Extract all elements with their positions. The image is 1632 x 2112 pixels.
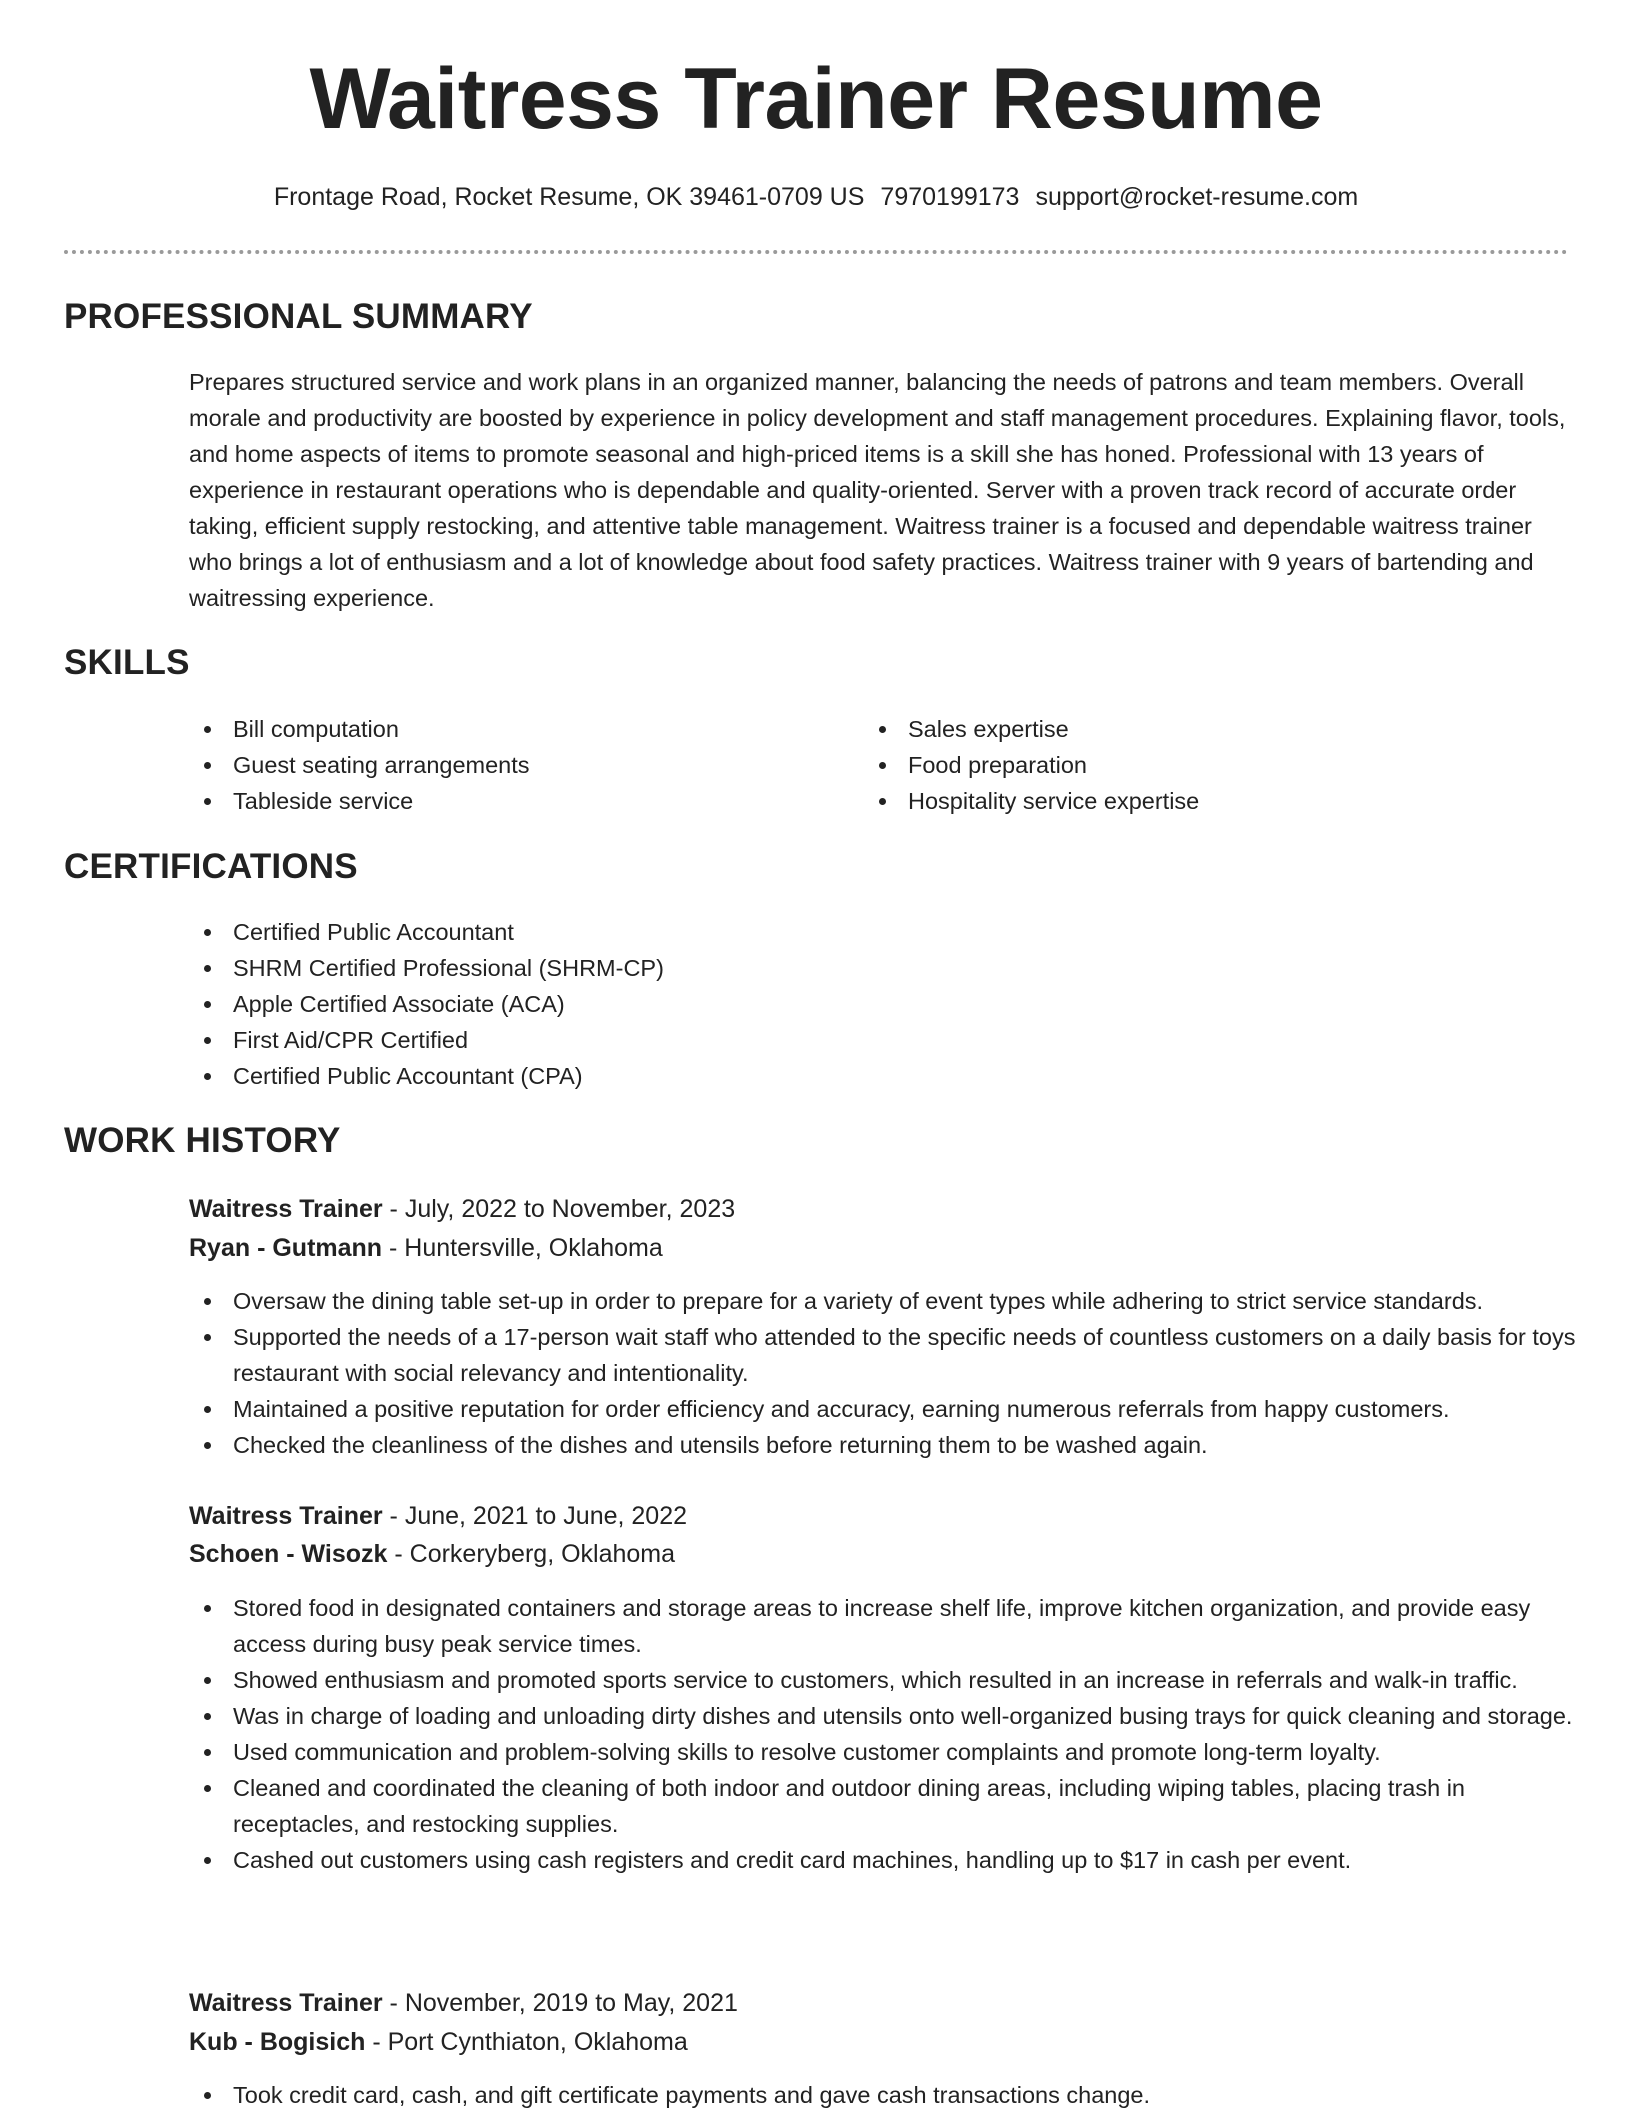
job-title: Waitress Trainer — [189, 1195, 383, 1223]
contact-email: support@rocket-resume.com — [1035, 183, 1359, 211]
header-divider — [64, 250, 1568, 254]
certification-item: SHRM Certified Professional (SHRM-CP) — [189, 950, 1089, 986]
job-bullet: Cleaned and coordinated the cleaning of both indoor and outdoor dining areas, including wiping tables, placing trash in receptacles, and restocking supplies. — [189, 1770, 1584, 1842]
job-bullet: Supported the needs of a 17-person wait staff who attended to the specific needs of countless customers on a daily basis for toys restaurant with social relevancy and intentionality. — [189, 1319, 1584, 1391]
job-company-line — [189, 1535, 675, 1573]
job-bullet: Used communication and problem-solving skills to resolve customer complaints and promote long-term loyalty. — [189, 1734, 1584, 1770]
skill-item: Guest seating arrangements — [189, 747, 829, 783]
job-title-line — [189, 1190, 735, 1228]
job-company: Schoen - Wisozk — [189, 1540, 388, 1568]
contact-line — [0, 182, 1632, 212]
skill-item: Bill computation — [189, 711, 829, 747]
certification-item: Apple Certified Associate (ACA) — [189, 986, 1089, 1022]
skill-item: Sales expertise — [864, 711, 1504, 747]
job-bullet: Checked the cleanliness of the dishes and utensils before returning them to be washed again. — [189, 1427, 1584, 1463]
job-company: Kub - Bogisich — [189, 2028, 366, 2056]
summary-text: Prepares structured service and work plans in an organized manner, balancing the needs of patrons and team members. Overall morale and productivity are boosted by experience in policy development and staff management procedures. Explaining flavor, tools, and home aspects of items to promote seasonal and high-priced items is a skill she has honed. Professional with 13 years of experience in restaurant operations who is dependable and quality-oriented. Server with a proven track record of accurate order taking, efficient supply restocking, and attentive table management. Waitress trainer is a focused and dependable waitress trainer who brings a lot of enthusiasm and a lot of knowledge about food safety practices. Waitress trainer with 9 years of bartending and waitressing experience. — [189, 369, 1566, 611]
job-company-line — [189, 2023, 688, 2061]
job-location: - Huntersville, Oklahoma — [382, 1234, 663, 1262]
job-responsibilities — [189, 1283, 1584, 1463]
job-title: Waitress Trainer — [189, 1502, 383, 1530]
job-bullet: Took credit card, cash, and gift certificate payments and gave cash transactions change. — [189, 2077, 1584, 2112]
job-title-line — [189, 1497, 687, 1535]
summary-heading: PROFESSIONAL SUMMARY — [64, 297, 533, 336]
job-dates: - July, 2022 to November, 2023 — [382, 1195, 736, 1223]
job-responsibilities — [189, 1590, 1584, 1878]
job-bullet: Was in charge of loading and unloading dirty dishes and utensils onto well-organized busing trays for quick cleaning and storage. — [189, 1698, 1584, 1734]
skills-column-right — [864, 711, 1504, 819]
skill-item: Hospitality service expertise — [864, 783, 1504, 819]
job-dates: - November, 2019 to May, 2021 — [382, 1989, 738, 2017]
job-company-line — [189, 1229, 663, 1267]
contact-address: Frontage Road, Rocket Resume, OK 39461-0709 US — [273, 183, 865, 211]
certifications-list — [189, 914, 1089, 1094]
certifications-heading: CERTIFICATIONS — [64, 847, 358, 886]
skill-item: Food preparation — [864, 747, 1504, 783]
job-bullet: Maintained a positive reputation for order efficiency and accuracy, earning numerous referrals from happy customers. — [189, 1391, 1584, 1427]
job-dates: - June, 2021 to June, 2022 — [382, 1502, 688, 1530]
skills-heading: SKILLS — [64, 643, 190, 682]
work-history-heading: WORK HISTORY — [64, 1121, 341, 1160]
job-title: Waitress Trainer — [189, 1989, 383, 2017]
job-bullet: Cashed out customers using cash registers and credit card machines, handling up to $17 in cash per event. — [189, 1842, 1584, 1878]
contact-phone: 7970199173 — [880, 183, 1020, 211]
job-bullet: Oversaw the dining table set-up in order to prepare for a variety of event types while adhering to strict service standards. — [189, 1283, 1584, 1319]
job-responsibilities — [189, 2077, 1584, 2112]
skill-item: Tableside service — [189, 783, 829, 819]
job-company: Ryan - Gutmann — [189, 1234, 383, 1262]
job-title-line — [189, 1984, 738, 2022]
certification-item: Certified Public Accountant — [189, 914, 1089, 950]
skills-column-left — [189, 711, 829, 819]
job-bullet: Stored food in designated containers and storage areas to increase shelf life, improve kitchen organization, and provide easy access during busy peak service times. — [189, 1590, 1584, 1662]
job-location: - Corkeryberg, Oklahoma — [387, 1540, 676, 1568]
resume-title: Waitress Trainer Resume — [309, 51, 1323, 147]
certification-item: First Aid/CPR Certified — [189, 1022, 1089, 1058]
certification-item: Certified Public Accountant (CPA) — [189, 1058, 1089, 1094]
job-location: - Port Cynthiaton, Oklahoma — [365, 2028, 688, 2056]
job-bullet: Showed enthusiasm and promoted sports service to customers, which resulted in an increase in referrals and walk-in traffic. — [189, 1662, 1584, 1698]
